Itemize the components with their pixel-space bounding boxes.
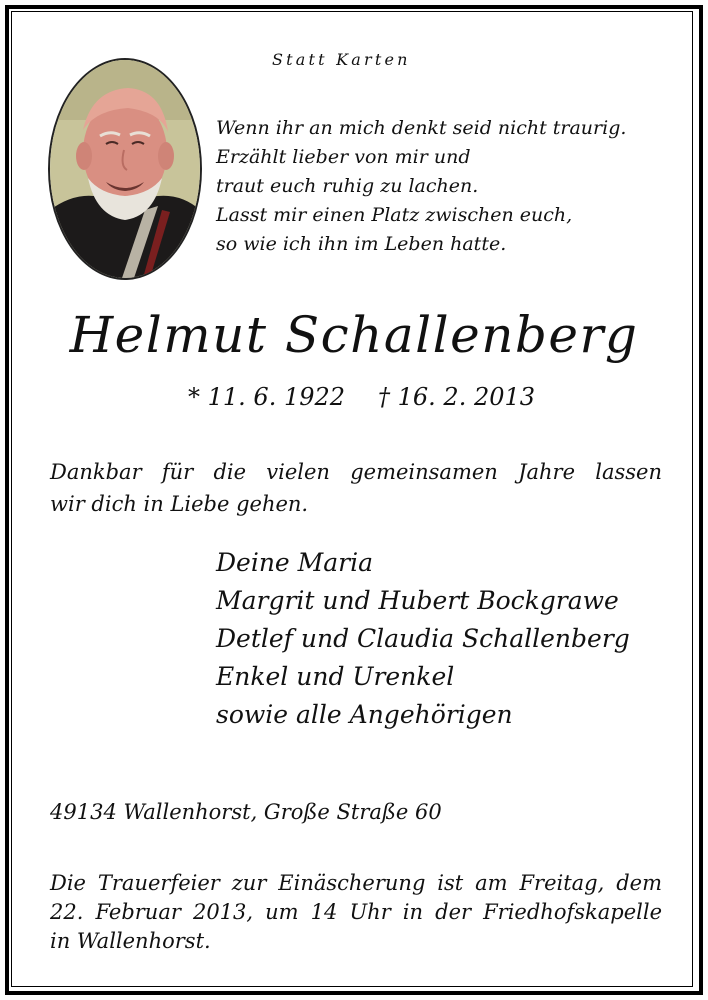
death-date: † 16. 2. 2013 [378, 383, 536, 411]
portrait-photo [48, 58, 202, 280]
mourner-entry: Margrit und Hubert Bockgrawe [216, 586, 619, 615]
funeral-line: in Wallenhorst. [50, 929, 211, 953]
birth-date: * 11. 6. 1922 [188, 383, 346, 411]
poem-line: traut euch ruhig zu lachen. [216, 175, 479, 197]
mourner-entry: sowie alle Angehörigen [216, 700, 513, 729]
mourners-list [216, 544, 630, 734]
funeral-line: 22. Februar 2013, um 14 Uhr in der Friedhofskapelle [50, 900, 662, 924]
mourner-entry: Deine Maria [216, 548, 374, 577]
funeral-notice [50, 869, 662, 956]
mourner-entry: Detlef und Claudia Schallenberg [216, 624, 630, 653]
poem-line: so wie ich ihn im Leben hatte. [216, 233, 507, 255]
deceased-name: Helmut Schallenberg [69, 306, 639, 364]
funeral-line: Die Trauerfeier zur Einäscherung ist am Freitag, dem [50, 871, 662, 895]
poem [216, 114, 686, 259]
poem-line: Wenn ihr an mich denkt seid nicht traurig. [216, 117, 627, 139]
address: 49134 Wallenhorst, Große Straße 60 [50, 800, 442, 824]
mourner-entry: Enkel und Urenkel [216, 662, 455, 691]
poem-line: Erzählt lieber von mir und [216, 146, 471, 168]
statt-karten-heading: Statt Karten [272, 50, 411, 69]
dedication-text [50, 456, 662, 520]
dedication-line: Dankbar für die vielen gemeinsamen Jahre lassen [50, 460, 662, 484]
poem-line: Lasst mir einen Platz zwischen euch, [216, 204, 573, 226]
dedication-line: wir dich in Liebe gehen. [50, 492, 309, 516]
